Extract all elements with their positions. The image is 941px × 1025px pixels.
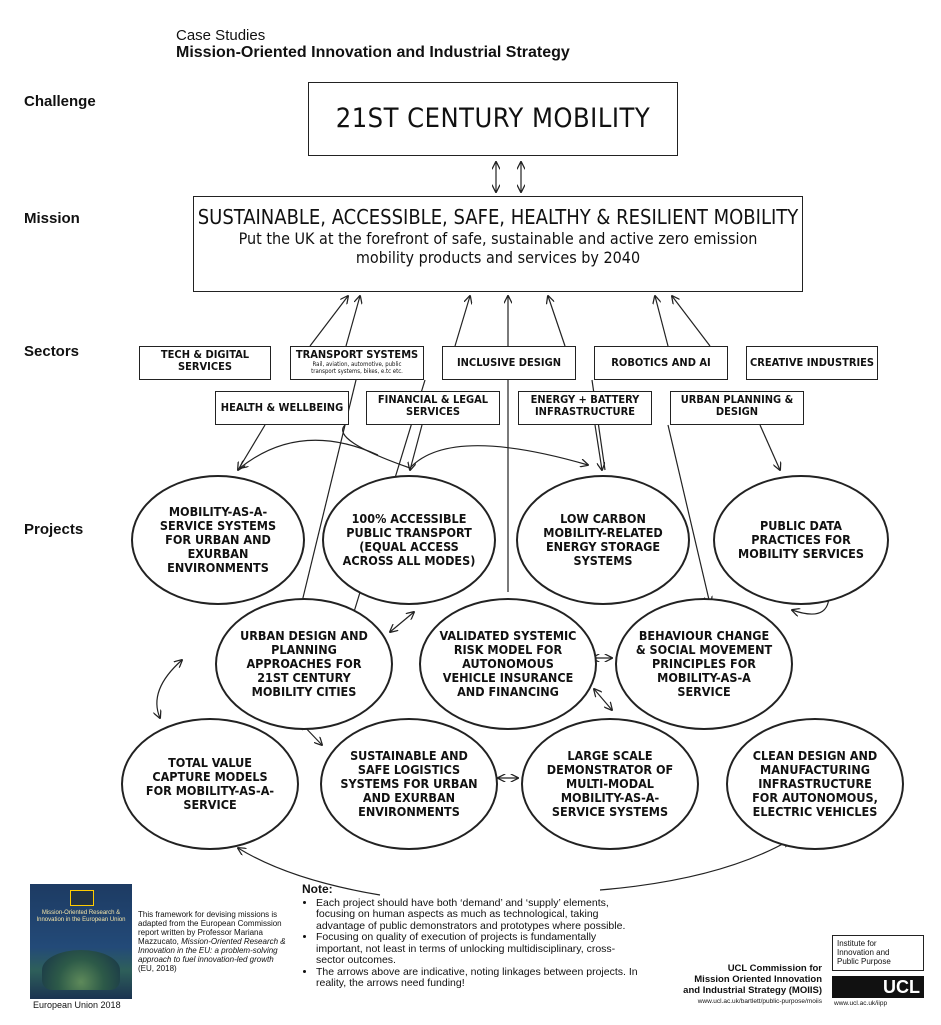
sector-tech-line-2: SERVICES xyxy=(177,360,232,373)
mission-title: SUSTAINABLE, ACCESSIBLE, SAFE, HEALTHY & RESILIENT MOBILITY xyxy=(197,205,799,229)
note-list xyxy=(302,898,642,990)
eu-flag-icon xyxy=(70,890,94,906)
sector-urban-line-1: URBAN PLANNING & xyxy=(680,393,794,406)
sector-financial-line-1: FINANCIAL & LEGAL xyxy=(377,393,489,406)
iipp-line-2: Innovation and xyxy=(837,948,890,957)
label-mission: Mission xyxy=(24,210,80,227)
sector-transport-systems xyxy=(290,346,424,380)
project-public-data-practices: PUBLIC DATA PRACTICES FOR MOBILITY SERVICES xyxy=(713,475,889,605)
project-low-carbon-energy-storage: LOW CARBON MOBILITY-RELATED ENERGY STORAGE SYSTEMS xyxy=(516,475,690,605)
sector-financial-legal xyxy=(366,391,500,425)
project-accessible-public-transport: 100% ACCESSIBLE PUBLIC TRANSPORT (EQUAL ACCESS ACROSS ALL MODES) xyxy=(322,475,496,605)
note-item-3: • The arrows above are indicative, noting linkages between projects. In reality, the arrows need funding! xyxy=(316,967,642,990)
sector-transport-sub-1: Rail, aviation, automotive, public xyxy=(312,361,402,368)
iipp-url: www.ucl.ac.uk/iipp xyxy=(834,1000,888,1007)
framework-text-italic: Mission-Oriented Research & Innovation in the EU: a problem-solving approach to fuel innovation-led growth xyxy=(138,937,286,964)
header-title: Mission-Oriented Innovation and Industrial Strategy xyxy=(176,44,570,61)
framework-text xyxy=(138,910,288,973)
iipp-line-1: Institute for xyxy=(837,939,877,948)
moiis-line-1: UCL Commission for xyxy=(727,963,822,974)
project-total-value-capture: TOTAL VALUE CAPTURE MODELS FOR MOBILITY-AS-A-SERVICE xyxy=(121,718,299,850)
moiis-url: www.ucl.ac.uk/bartlett/public-purpose/moiis xyxy=(697,998,822,1005)
mission-box xyxy=(193,196,803,292)
label-sectors: Sectors xyxy=(24,343,80,360)
framework-text-plain: This framework for devising missions is adapted from the European Commission report written by Professor Mariana Mazzucato, xyxy=(138,910,282,946)
moiis-credit xyxy=(640,963,822,1007)
note-item-1: • Each project should have both ‘demand’ and ‘supply’ elements, focusing on human aspects as much as technological, taking advantage of public demonstrators and prototypes where possible. xyxy=(316,898,642,933)
iipp-logo xyxy=(832,935,924,971)
project-sustainable-logistics: SUSTAINABLE AND SAFE LOGISTICS SYSTEMS FOR URBAN AND EXURBAN ENVIRONMENTS xyxy=(320,718,498,850)
sector-energy-battery xyxy=(518,391,652,425)
mission-line-2: Put the UK at the forefront of safe, sustainable and active zero emission xyxy=(238,229,758,248)
eu-report-cover-image xyxy=(30,884,132,999)
sector-robotics-ai: ROBOTICS AND AI xyxy=(594,346,728,380)
sector-energy-line-1: ENERGY + BATTERY xyxy=(530,393,640,406)
note-title: Note: xyxy=(302,882,333,896)
header-case-studies: Case Studies xyxy=(176,27,266,44)
sector-transport-title: TRANSPORT SYSTEMS xyxy=(295,348,419,361)
sector-tech-line-1: TECH & DIGITAL xyxy=(160,348,250,361)
sector-transport-sub-2: transport systems, bikes, e.tc etc. xyxy=(311,368,403,375)
challenge-box: 21ST CENTURY MOBILITY xyxy=(308,82,678,156)
sector-financial-line-2: SERVICES xyxy=(405,405,460,418)
sector-health-wellbeing: HEALTH & WELLBEING xyxy=(215,391,349,425)
project-systemic-risk-model: VALIDATED SYSTEMIC RISK MODEL FOR AUTONOMOUS VEHICLE INSURANCE AND FINANCING xyxy=(419,598,597,730)
sector-creative-industries: CREATIVE INDUSTRIES xyxy=(746,346,878,380)
label-projects: Projects xyxy=(24,521,84,538)
note-item-2: • Focusing on quality of execution of projects is fundamentally important, not least in terms of unlocking multidisciplinary, cross-sector outcomes. xyxy=(316,932,642,967)
project-maas-urban-exurban: MOBILITY-AS-A-SERVICE SYSTEMS FOR URBAN AND EXURBAN ENVIRONMENTS xyxy=(131,475,305,605)
project-urban-design-planning: URBAN DESIGN AND PLANNING APPROACHES FOR 21ST CENTURY MOBILITY CITIES xyxy=(215,598,393,730)
cover-title: Mission-Oriented Research & Innovation in the European Union xyxy=(36,910,126,923)
note-section xyxy=(302,884,642,990)
project-behaviour-change: BEHAVIOUR CHANGE & SOCIAL MOVEMENT PRINCIPLES FOR MOBILITY-AS-A SERVICE xyxy=(615,598,793,730)
moiis-line-2: Mission Oriented Innovation xyxy=(694,974,822,985)
label-challenge: Challenge xyxy=(24,93,96,110)
mission-line-3: mobility products and services by 2040 xyxy=(355,248,641,267)
project-large-scale-demonstrator: LARGE SCALE DEMONSTRATOR OF MULTI-MODAL MOBILITY-AS-A-SERVICE SYSTEMS xyxy=(521,718,699,850)
framework-text-end: (EU, 2018) xyxy=(138,964,177,973)
project-clean-design-manufacturing: CLEAN DESIGN AND MANUFACTURING INFRASTRUCTURE FOR AUTONOMOUS, ELECTRIC VEHICLES xyxy=(726,718,904,850)
globe-icon xyxy=(42,950,120,990)
sector-urban-planning xyxy=(670,391,804,425)
sector-urban-line-2: DESIGN xyxy=(715,405,759,418)
cover-caption: European Union 2018 xyxy=(33,1000,121,1010)
sector-energy-line-2: INFRASTRUCTURE xyxy=(535,405,635,418)
sector-inclusive-design: INCLUSIVE DESIGN xyxy=(442,346,576,380)
iipp-line-3: Public Purpose xyxy=(837,957,891,966)
sector-tech-digital xyxy=(139,346,271,380)
moiis-line-3: and Industrial Strategy (MOIIS) xyxy=(683,985,822,996)
ucl-logo: UCL xyxy=(832,976,924,998)
